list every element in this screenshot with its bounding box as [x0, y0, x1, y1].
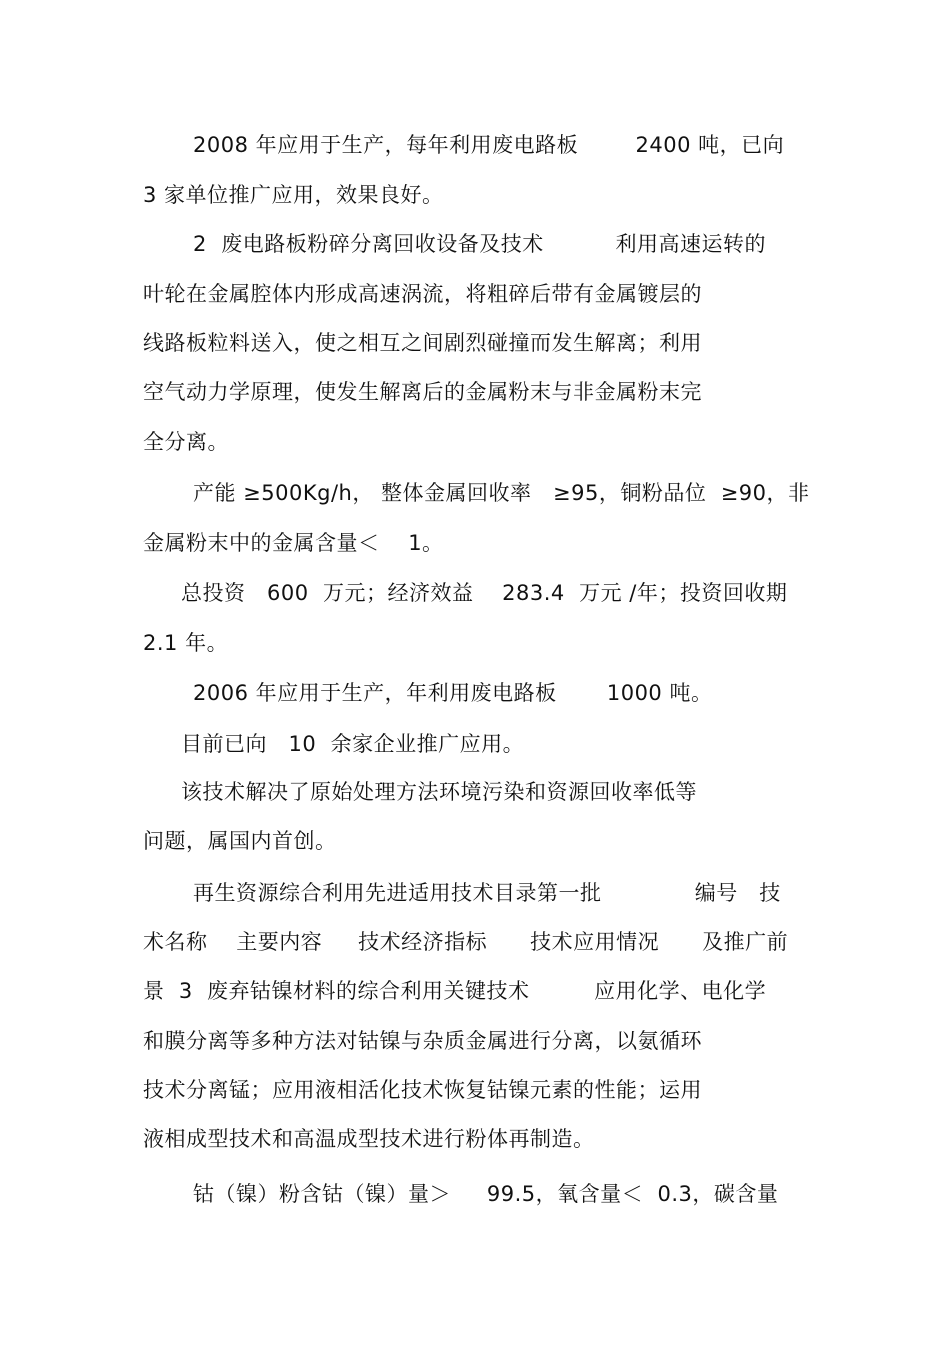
- text-line-11: 2.1 年。: [143, 631, 229, 655]
- text-line-19: 和膜分离等多种方法对钴镍与杂质金属进行分离，以氨循环: [143, 1029, 702, 1053]
- text-line-13: 目前已向 10 余家企业推广应用。: [181, 732, 525, 756]
- text-line-9: 金属粉末中的金属含量＜ 1。: [143, 531, 444, 555]
- text-line-21: 液相成型技术和高温成型技术进行粉体再制造。: [143, 1127, 595, 1151]
- text-line-18: 景 3 废弃钴镍材料的综合利用关键技术 应用化学、电化学: [143, 979, 767, 1003]
- text-line-15: 问题，属国内首创。: [143, 829, 337, 853]
- text-line-14: 该技术解决了原始处理方法环境污染和资源回收率低等: [181, 780, 697, 804]
- text-line-12: 2006 年应用于生产，年利用废电路板 1000 吨。: [193, 681, 713, 705]
- text-line-10: 总投资 600 万元；经济效益 283.4 万元 /年；投资回收期: [181, 581, 788, 605]
- text-line-8: 产能 ≥500Kg/h， 整体金属回收率 ≥95，铜粉品位 ≥90，非: [193, 481, 810, 505]
- text-line-22: 钴（镍）粉含钴（镍）量＞ 99.5，氧含量＜ 0.3，碳含量: [193, 1182, 779, 1206]
- text-line-6: 空气动力学原理，使发生解离后的金属粉末与非金属粉末完: [143, 380, 702, 404]
- text-line-1: 2008 年应用于生产，每年利用废电路板 2400 吨，已向: [193, 133, 785, 157]
- text-line-16: 再生资源综合利用先进适用技术目录第一批 编号 技: [193, 881, 781, 905]
- text-line-5: 线路板粒料送入，使之相互之间剧烈碰撞而发生解离；利用: [143, 331, 702, 355]
- text-line-20: 技术分离锰；应用液相活化技术恢复钴镍元素的性能；运用: [143, 1078, 702, 1102]
- text-line-4: 叶轮在金属腔体内形成高速涡流，将粗碎后带有金属镀层的: [143, 282, 702, 306]
- text-line-17: 术名称 主要内容 技术经济指标 技术应用情况 及推广前: [143, 930, 789, 954]
- text-line-2: 3 家单位推广应用，效果良好。: [143, 183, 444, 207]
- text-line-7: 全分离。: [143, 430, 229, 454]
- text-line-3: 2 废电路板粉碎分离回收设备及技术 利用高速运转的: [193, 232, 766, 256]
